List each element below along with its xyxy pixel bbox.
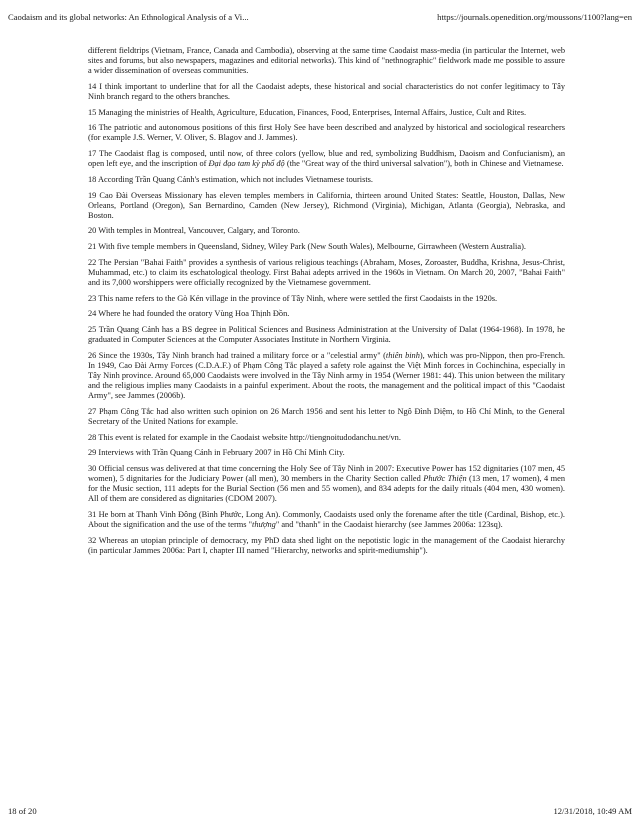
footnote-17-text-b: (the "Great way of the third universal salvation"), both in Chinese and Vietnamese.	[284, 159, 564, 169]
footnote-26	[88, 351, 565, 401]
page-url: https://journals.openedition.org/moussons/1100?lang=en	[437, 12, 632, 22]
page-number: 18 of 20	[8, 806, 37, 816]
footnote-26-text-a: 26 Since the 1930s, Tây Ninh branch had trained a military force or a "celestial army" (	[88, 350, 386, 360]
footnote-30	[88, 464, 565, 504]
footnote-17-text-a: 17 The Caodaist flag is composed, until now, of three colors (yellow, blue and red, symbolizing Buddhism, Daoism and Confucianism), an open left eye, and the inscription of	[88, 149, 565, 169]
footnote-24: 24 Where he had founded the oratory Vùng Hoa Thịnh Đồn.	[88, 309, 290, 319]
footnote-29: 29 Interviews with Trần Quang Cảnh in February 2007 in Hồ Chí Minh City.	[88, 448, 345, 458]
footnote-27: 27 Phạm Công Tắc had also written such opinion on 26 March 1956 and sent his letter to Ngô Đình Diệm, to Hồ Chí Minh, to the General Secretary of the United Nations for example.	[88, 406, 565, 427]
footnote-13-continued: different fieldtrips (Vietnam, France, Canada and Cambodia), observing at the same time Caodaist mass-media (in particular the Internet, web sites and forums, but also newspapers, magazines and editorial networks). This kind of "nethnographic" fieldwork made me possible to assure a wider dissemination of overseas communities.	[88, 46, 565, 76]
footnote-17	[88, 149, 565, 169]
footnote-15: 15 Managing the ministries of Health, Agriculture, Education, Finances, Food, Enterprises, Internal Affairs, Justice, Cult and Rites.	[88, 107, 527, 117]
footnote-25: 25 Trần Quang Cảnh has a BS degree in Political Sciences and Business Administration at the University of Dalat (1964-1968). In 1978, he graduated in Computer Sciences at the Computer Associates Institute in Northern Virginia.	[88, 325, 565, 345]
footnote-30-text-a: 30 Official census was delivered at that time concerning the Holy See of Tây Ninh in 2007: Executive Power has 152 dignitaries (107 men, 45 women), 5 dignitaries for the Judiciary Power (all men), 30 members in the Charity Section called	[88, 464, 565, 484]
footnote-31-italic: thượng	[252, 520, 276, 530]
footnote-26-italic: thiên binh	[385, 350, 420, 360]
footnote-23: 23 This name refers to the Gò Kén village in the province of Tây Ninh, where were settled the first Caodaists in the 1920s.	[88, 293, 498, 303]
footnote-20: 20 With temples in Montreal, Vancouver, Calgary, and Toronto.	[88, 226, 300, 236]
footnote-14: 14 I think important to underline that for all the Caodaist adepts, these historical and social characteristics do not confer legitimacy to Tây Ninh branch regard to the others branches.	[88, 81, 565, 101]
footnote-19: 19 Cao Đài Overseas Missionary has eleven temples members in California, thirteen around United States: Seattle, Houston, Dallas, New Orleans, Portland (Oregon), San Bernardino, Camden (New Jersey), Richmond (Virginia), Michigan, Atlanta (Georgia), Nebraska, and Boston.	[88, 190, 565, 220]
footnote-30-text-b: (13 men, 17 women), 4 men for the Music section, 111 adepts for the Burial Section (56 men and 55 women), and 834 adepts for the daily rituals (404 men, 430 women). All of them are considered as dignitaries (CDOM 2007).	[88, 474, 565, 504]
print-footer	[0, 806, 640, 820]
footnote-31	[88, 510, 565, 530]
footnote-16: 16 The patriotic and autonomous positions of this first Holy See have been described and analyzed by historical and sociological researchers (for example J.S. Werner, V. Oliver, S. Blagov and J. Jammes).	[88, 123, 565, 143]
footnote-18: 18 According Trần Quang Cảnh's estimation, which not includes Vietnamese tourists.	[88, 174, 373, 184]
print-datetime: 12/31/2018, 10:49 AM	[553, 806, 632, 816]
footnote-32: 32 Whereas an utopian principle of democracy, my PhD data shed light on the nepotistic logic in the management of the Caodaist hierarchy (in particular Jammes 2006a: Part I, chapter III named "Hierarchy, networks and spirit-mediumship").	[88, 535, 565, 555]
footnote-17-italic: Đại đạo tam kỳ phổ độ	[208, 159, 285, 169]
footnote-31-text-b: " and "thanh" in the Caodaist hierarchy (see Jammes 2006a: 123sq).	[275, 520, 503, 530]
print-header	[0, 12, 640, 26]
footnote-22: 22 The Persian "Bahai Faith" provides a synthesis of various religious teachings (Abraham, Moses, Zoroaster, Buddha, Krishna, Jesus-Christ, Muhammad, etc.) to claim its eschatological theology. First Bahai adepts arrived in the 1960s in Vietnam. On March 20, 2007, "Bahai Faith" and its 7,000 worshippers were officially recognized by the Vietnamese government.	[88, 257, 565, 288]
footnotes-section	[88, 46, 565, 562]
footnote-30-italic: Phước Thiện	[423, 474, 467, 484]
page-title: Caodaism and its global networks: An Ethnological Analysis of a Vi...	[8, 12, 249, 22]
footnote-28: 28 This event is related for example in the Caodaist website http://tiengnoitudodanchu.net/vn.	[88, 432, 401, 442]
footnote-21: 21 With five temple members in Queensland, Sidney, Wiley Park (New South Wales), Melbourne, Girrawheen (Western Australia).	[88, 242, 526, 252]
footnote-31-text-a: 31 He born at Thanh Vinh Đông (Bình Phước, Long An). Commonly, Caodaists used only the forename after the title (Cardinal, Bishop, etc.). About the signification and the use of the terms "	[88, 510, 565, 530]
footnote-26-text-b: ), which was pro-Nippon, then pro-French. In 1949, Cao Đài Army Forces (C.D.A.F.) of Phạm Công Tắc played a safety role against the Việt Minh forces in Cochinchina, especially in Tây Ninh province. Around 65,000 Caodaists were involved in the Tây Ninh army in 1954 (Werner 1981: 44). This union between the military and the religious implies many Caodaists in a painful experiment. About the roots, the management and the political impact of this "Caodaist Army", see Jammes (2006b).	[88, 350, 565, 401]
